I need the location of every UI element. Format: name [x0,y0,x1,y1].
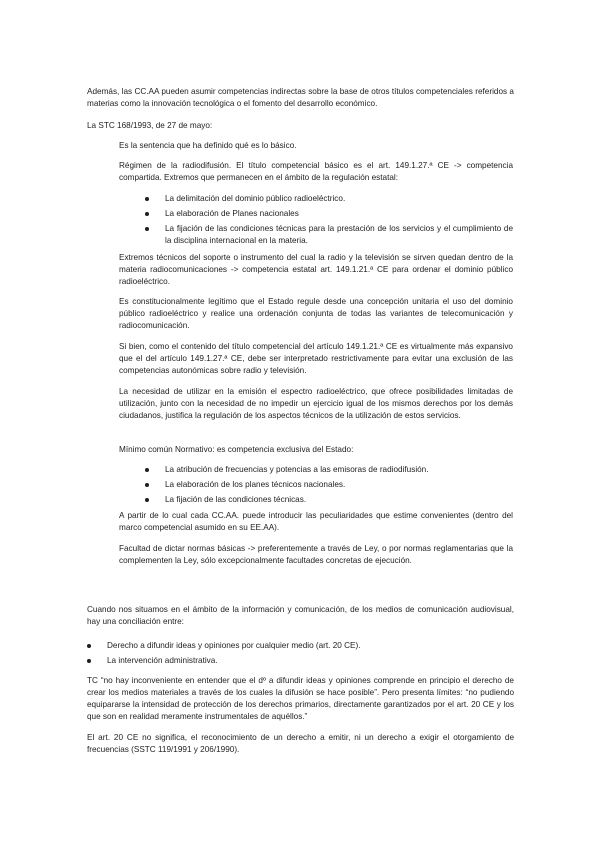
bullet-icon [145,468,149,472]
paragraph-common-minimum: Mínimo común Normativo: es competencia exclusiva del Estado: [119,445,354,454]
paragraph-technical-aspects: Extremos técnicos del soporte o instrumento del cual la radio y la televisión se sirven quedan dentro de la materia radiocomunicaciones -> competencia estatal art. 149.1.21.ª CE para ordenar el dominio público radioeléctrico. [119,253,513,286]
state-regulation-list [145,193,513,250]
bullet-icon [145,227,149,231]
list-item: La delimitación del dominio público radioeléctrico. [145,193,513,205]
list-item: La elaboración de los planes técnicos nacionales. [145,479,513,491]
paragraph-tc-quote: TC “no hay inconveniente en entender que el dº a difundir ideas y opiniones comprende en principio el derecho de crear los medios materiales a través de los cuales la difusión se hace posible”. Pero presenta límites: “no pudiendo equipararse la intensidad de protección de los derechos primarios, directamente garantizados por el art. 20 CE y los que son en realidad meramente instrumentales de aquéllos.” [87,676,514,721]
bullet-icon [145,212,149,216]
list-item: Derecho a difundir ideas y opiniones por cualquier medio (art. 20 CE). [87,640,514,652]
paragraph-restrictive-interpretation: Si bien, como el contenido del título competencial del artículo 149.1.21.ª CE es virtualmente más expansivo que el del artículo 149.1.27.ª CE, debe ser interpretado restrictivamente para evitar una exclusión de las competencias autonómicas sobre radio y televisión. [119,342,513,375]
paragraph-ccaa-peculiarities: A partir de lo cual cada CC.AA. puede introducir las peculiaridades que estime convenientes (dentro del marco competencial asumido en su EE.AA). [119,511,513,532]
bullet-icon [87,644,91,648]
bullet-icon [145,197,149,201]
paragraph-constitutional-legitimacy: Es constitucionalmente legítimo que el Estado regule desde una concepción unitaria el uso del dominio público radioeléctrico y realice una ordenación conjunta de todas las variantes de telecomunicación y radiocomunicación. [119,297,513,330]
paragraph-indirect-competences: Además, las CC.AA pueden asumir competencias indirectas sobre la base de otros títulos competenciales referidos a materias como la innovación tecnológica o el fomento del desarrollo económico. [87,87,514,108]
list-item: La fijación de las condiciones técnicas para la prestación de los servicios y el cumplimiento de la disciplina internacional en la materia. [145,223,513,247]
bullet-icon [145,483,149,487]
conciliation-list [87,640,514,670]
bullet-icon [145,498,149,502]
exclusive-competence-list [145,464,513,509]
bullet-icon [87,659,91,663]
paragraph-basic-definition: Es la sentencia que ha definido qué es lo básico. [119,141,297,150]
paragraph-article-20: El art. 20 CE no significa, el reconocimiento de un derecho a emitir, ni un derecho a exigir el otorgamiento de frecuencias (SSTC 119/1991 y 206/1990). [87,733,514,754]
list-item: La intervención administrativa. [87,655,514,667]
paragraph-basic-norms: Facultad de dictar normas básicas -> preferentemente a través de Ley, o por normas reglamentarias que la complementen la Ley, sólo excepcionalmente facultades concretas de ejecución. [119,544,513,565]
paragraph-audiovisual-conciliation: Cuando nos situamos en el ámbito de la información y comunicación, de los medios de comunicación audiovisual, hay una conciliación entre: [87,605,514,626]
list-item: La elaboración de Planes nacionales [145,208,513,220]
paragraph-radio-regime: Régimen de la radiodifusión. El título competencial básico es el art. 149.1.27.ª CE -> competencia compartida. Extremos que permanecen en el ámbito de la regulación estatal: [119,161,513,182]
list-item: La fijación de las condiciones técnicas. [145,494,513,506]
paragraph-stc-heading: La STC 168/1993, de 27 de mayo: [87,121,213,130]
paragraph-spectrum-necessity: La necesidad de utilizar en la emisión el espectro radioeléctrico, que ofrece posibilidades limitadas de utilización, junto con la necesidad de no impedir un ejercicio igual de los mismos derechos por los demás ciudadanos, justifica la regulación de los aspectos técnicos de la utilización de estos servicios. [119,387,513,420]
list-item: La atribución de frecuencias y potencias a las emisoras de radiodifusión. [145,464,513,476]
